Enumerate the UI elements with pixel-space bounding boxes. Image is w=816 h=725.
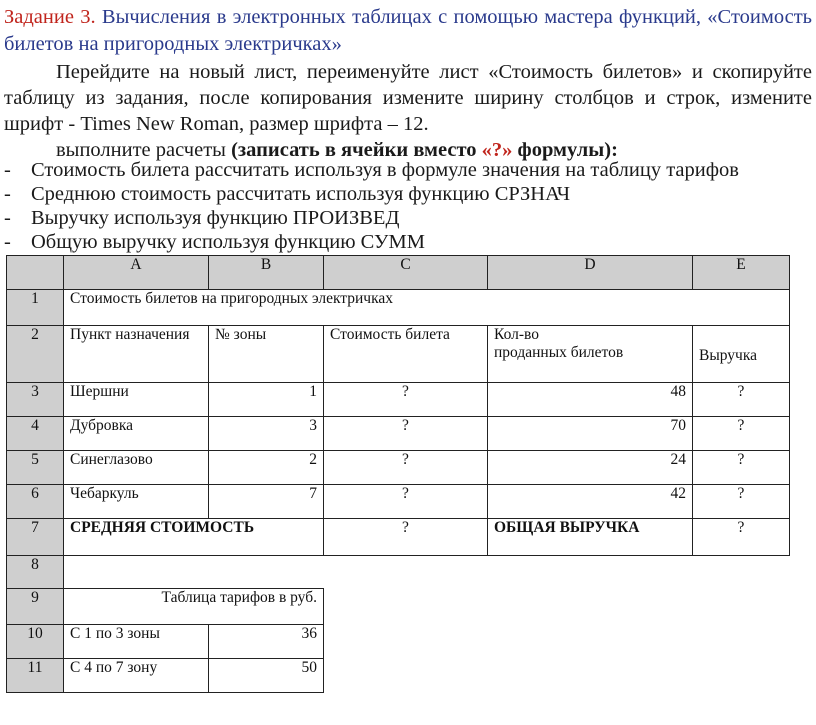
instruction-paragraph: Перейдите на новый лист, переименуйте лист «Стоимость билетов» и скопируйте таблицу из задания, после копирования измените ширину столбцов и строк, измените шрифт - Times New Roman, размер шрифта – 12. — [4, 61, 812, 135]
row-number[interactable]: 4 — [7, 417, 64, 451]
row-number[interactable]: 3 — [7, 383, 64, 417]
bullet-dash: - — [4, 183, 11, 205]
column-header-a[interactable]: A — [64, 256, 209, 290]
cell-price[interactable]: ? — [324, 485, 488, 519]
table-row — [7, 659, 790, 693]
list-item-text: Стоимость билета рассчитать используя в формуле значения на таблицу тарифов — [31, 159, 739, 181]
calc-question-mark: «?» — [481, 139, 513, 161]
corner-cell[interactable] — [7, 256, 64, 290]
table-row — [7, 519, 790, 556]
column-header-row — [7, 256, 790, 290]
header-revenue[interactable] — [693, 326, 790, 383]
cell-destination[interactable]: Синеглазово — [64, 451, 209, 485]
cell-sold[interactable]: 42 — [488, 485, 693, 519]
table-row — [7, 326, 790, 383]
cell-price[interactable]: ? — [324, 383, 488, 417]
cell-destination[interactable]: Дубровка — [64, 417, 209, 451]
average-cost-value[interactable]: ? — [324, 519, 488, 556]
bullet-dash: - — [4, 159, 11, 181]
list-item — [4, 206, 812, 230]
column-header-d[interactable]: D — [488, 256, 693, 290]
total-revenue-value[interactable]: ? — [693, 519, 790, 556]
cell-price[interactable]: ? — [324, 417, 488, 451]
cell-sold[interactable]: 70 — [488, 417, 693, 451]
cell-revenue[interactable]: ? — [693, 383, 790, 417]
tariff-label[interactable]: С 4 по 7 зону — [64, 659, 209, 693]
average-cost-label[interactable]: СРЕДНЯЯ СТОИМОСТЬ — [64, 519, 324, 556]
cell-revenue[interactable]: ? — [693, 417, 790, 451]
blank-area — [324, 589, 790, 625]
cell-revenue[interactable]: ? — [693, 451, 790, 485]
column-header-b[interactable]: B — [209, 256, 324, 290]
header-tickets-sold-line2: проданных билетов — [494, 344, 624, 361]
tariff-value[interactable]: 36 — [209, 625, 324, 659]
row-number[interactable]: 2 — [7, 326, 64, 383]
list-item — [4, 158, 812, 182]
list-item-text: Выручку используя функцию ПРОИЗВЕД — [31, 207, 400, 229]
table-row — [7, 417, 790, 451]
row-number[interactable]: 8 — [7, 556, 64, 589]
calc-prefix: выполните расчеты — [56, 139, 226, 161]
table-row — [7, 485, 790, 519]
table-row — [7, 383, 790, 417]
sheet-title-cell[interactable]: Стоимость билетов на пригородных электричках — [64, 290, 790, 326]
column-header-c[interactable]: C — [324, 256, 488, 290]
row-number[interactable]: 1 — [7, 290, 64, 326]
calc-bold-open: (записать в ячейки вместо — [231, 139, 477, 161]
header-zone[interactable]: № зоны — [209, 326, 324, 383]
cell-zone[interactable]: 7 — [209, 485, 324, 519]
table-row — [7, 556, 790, 589]
column-header-e[interactable]: E — [693, 256, 790, 290]
instructions — [4, 59, 812, 163]
header-destination[interactable]: Пункт назначения — [64, 326, 209, 383]
list-item — [4, 182, 812, 206]
cell-destination[interactable]: Чебаркуль — [64, 485, 209, 519]
header-ticket-price[interactable]: Стоимость билета — [324, 326, 488, 383]
blank-area — [324, 659, 790, 693]
row-number[interactable]: 6 — [7, 485, 64, 519]
blank-area — [324, 625, 790, 659]
header-tickets-sold-line1: Кол-во — [494, 326, 539, 343]
cell-sold[interactable]: 48 — [488, 383, 693, 417]
row-number[interactable]: 11 — [7, 659, 64, 693]
header-revenue-label: Выручка — [699, 347, 758, 364]
list-item-text: Общую выручку используя функцию СУММ — [31, 231, 426, 253]
bullet-dash: - — [4, 231, 11, 253]
row-number[interactable]: 5 — [7, 451, 64, 485]
calc-bold-close: формулы): — [517, 139, 618, 161]
tariff-label[interactable]: С 1 по 3 зоны — [64, 625, 209, 659]
cell-sold[interactable]: 24 — [488, 451, 693, 485]
row-number[interactable]: 7 — [7, 519, 64, 556]
table-row — [7, 589, 790, 625]
empty-row-cell — [64, 556, 790, 589]
task-title: Вычисления в электронных таблицах с помощью мастера функций, «Стоимость билетов на пригородных электричках» — [4, 6, 812, 55]
cell-zone[interactable]: 1 — [209, 383, 324, 417]
header-tickets-sold[interactable] — [488, 326, 693, 383]
cell-revenue[interactable]: ? — [693, 485, 790, 519]
list-item-text: Среднюю стоимость рассчитать используя функцию СРЗНАЧ — [31, 183, 571, 205]
cell-destination[interactable]: Шершни — [64, 383, 209, 417]
task-label: Задание 3. — [4, 6, 96, 28]
total-revenue-label[interactable]: ОБЩАЯ ВЫРУЧКА — [488, 519, 693, 556]
instruction-list — [4, 158, 812, 254]
task-heading — [4, 4, 812, 58]
tariff-value[interactable]: 50 — [209, 659, 324, 693]
table-row — [7, 625, 790, 659]
list-item — [4, 230, 812, 254]
table-row — [7, 451, 790, 485]
cell-zone[interactable]: 3 — [209, 417, 324, 451]
row-number[interactable]: 9 — [7, 589, 64, 625]
cell-zone[interactable]: 2 — [209, 451, 324, 485]
cell-price[interactable]: ? — [324, 451, 488, 485]
spreadsheet-table — [6, 255, 790, 693]
table-row — [7, 290, 790, 326]
row-number[interactable]: 10 — [7, 625, 64, 659]
tariff-table-title[interactable]: Таблица тарифов в руб. — [64, 589, 324, 625]
bullet-dash: - — [4, 207, 11, 229]
